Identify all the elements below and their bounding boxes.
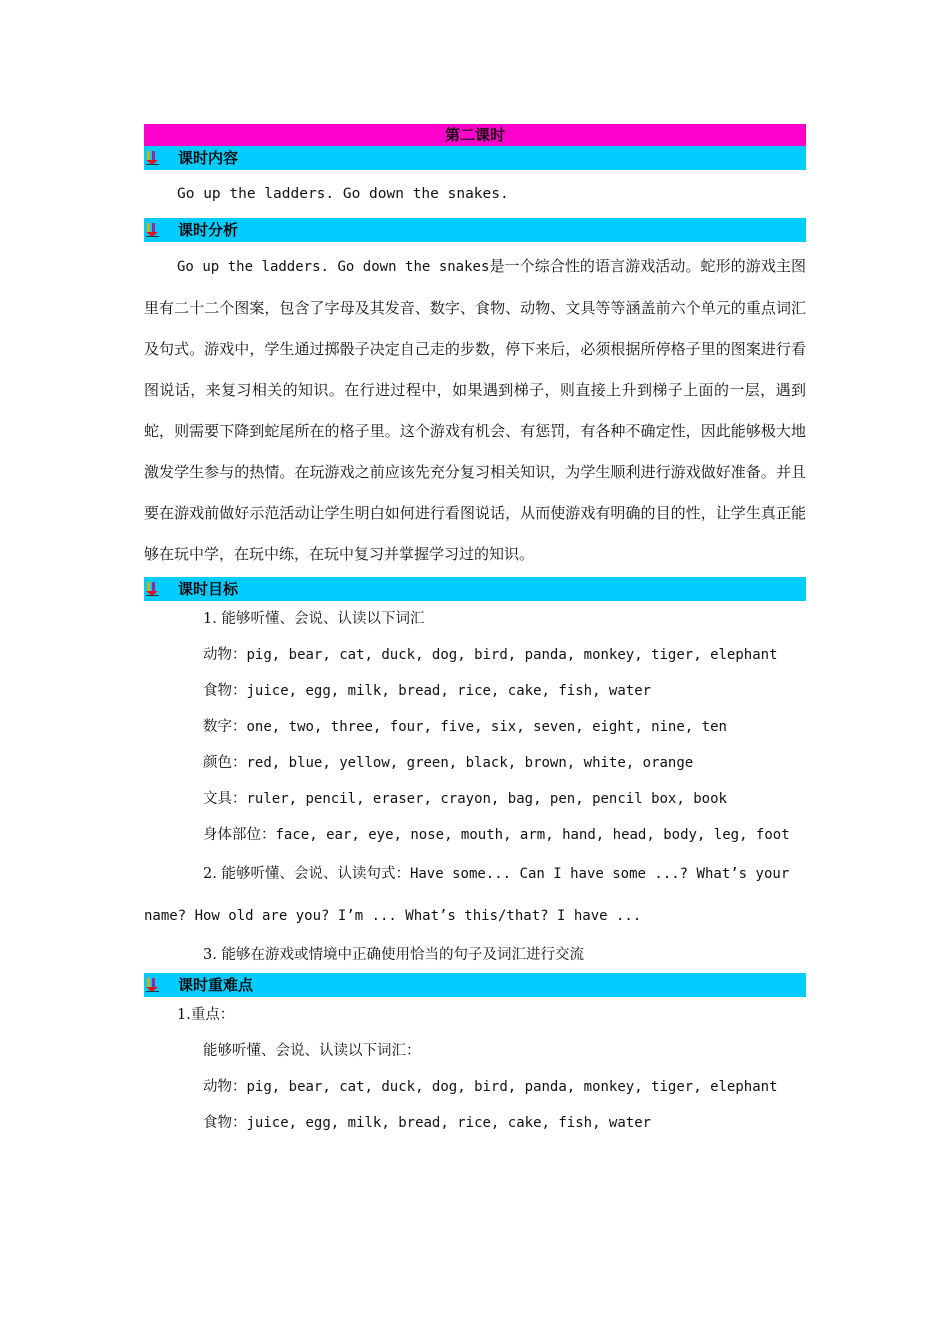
- bullet-icon: [146, 223, 160, 237]
- section-heading-content: [144, 146, 806, 170]
- bullet-icon: [146, 151, 160, 165]
- vocab-row: 文具：ruler, pencil, eraser, crayon, bag, pen, pencil box, book: [203, 791, 727, 807]
- section-heading-label: 课时内容: [178, 149, 239, 167]
- analysis-paragraph: [144, 246, 806, 575]
- goal-item-1: 1. 能够听懂、会说、认读以下词汇: [203, 611, 425, 627]
- vocab-row: 颜色：red, blue, yellow, green, black, brown, white, orange: [203, 755, 694, 771]
- vocab-row: 动物：pig, bear, cat, duck, dog, bird, panda, monkey, tiger, elephant: [203, 1079, 778, 1095]
- keypoints-list: [144, 1033, 806, 1141]
- goals-list: [144, 601, 806, 853]
- section-heading-label: 课时目标: [178, 580, 239, 598]
- section-heading-label: 课时重难点: [178, 976, 254, 994]
- vocab-row: 身体部位：face, ear, eye, nose, mouth, arm, hand, head, body, leg, foot: [203, 827, 790, 843]
- goal-item-2: 2. 能够听懂、会说、认读句式：Have some... Can I have some ...? What’s your name? How old are you? I’m ... What’s this/that? I have ...: [144, 866, 790, 924]
- keypoints-intro: 能够听懂、会说、认读以下词汇：: [203, 1043, 421, 1059]
- vocab-row: 食物：juice, egg, milk, bread, rice, cake, fish, water: [203, 1115, 652, 1131]
- bullet-icon: [146, 978, 160, 992]
- section-heading-keypoints: [144, 973, 806, 997]
- section-heading-analysis: [144, 218, 806, 242]
- vocab-row: 数字：one, two, three, four, five, six, seven, eight, nine, ten: [203, 719, 727, 735]
- analysis-lead: Go up the ladders. Go down the snakes: [177, 259, 490, 275]
- bullet-icon: [146, 582, 160, 596]
- section-heading-goals: [144, 577, 806, 601]
- goal-item-3: 3. 能够在游戏或情境中正确使用恰当的句子及词汇进行交流: [203, 947, 584, 963]
- section-heading-label: 课时分析: [178, 221, 239, 239]
- vocab-row: 动物：pig, bear, cat, duck, dog, bird, panda, monkey, tiger, elephant: [203, 647, 778, 663]
- content-text: Go up the ladders. Go down the snakes.: [177, 186, 509, 202]
- document-page: [144, 124, 806, 1141]
- keypoints-sub1: 1.重点：: [177, 1007, 235, 1023]
- lesson-title: 第二课时: [144, 124, 806, 146]
- analysis-text: 是一个综合性的语言游戏活动。蛇形的游戏主图里有二十二个图案，包含了字母及其发音、数字、食物、动物、文具等等涵盖前六个单元的重点词汇及句式。游戏中，学生通过掷骰子决定自己走的步数，停下来后，必须根据所停格子里的图案进行看图说话，来复习相关的知识。在行进过程中，如果遇到梯子，则直接上升到梯子上面的一层，遇到蛇，则需要下降到蛇尾所在的格子里。这个游戏有机会、有惩罚，有各种不确定性，因此能够极大地激发学生参与的热情。在玩游戏之前应该先充分复习相关知识，为学生顺利进行游戏做好准备。并且要在游戏前做好示范活动让学生明白如何进行看图说话，从而使游戏有明确的目的性，让学生真正能够在玩中学，在玩中练，在玩中复习并掌握学习过的知识。: [144, 257, 806, 563]
- vocab-row: 食物：juice, egg, milk, bread, rice, cake, fish, water: [203, 683, 652, 699]
